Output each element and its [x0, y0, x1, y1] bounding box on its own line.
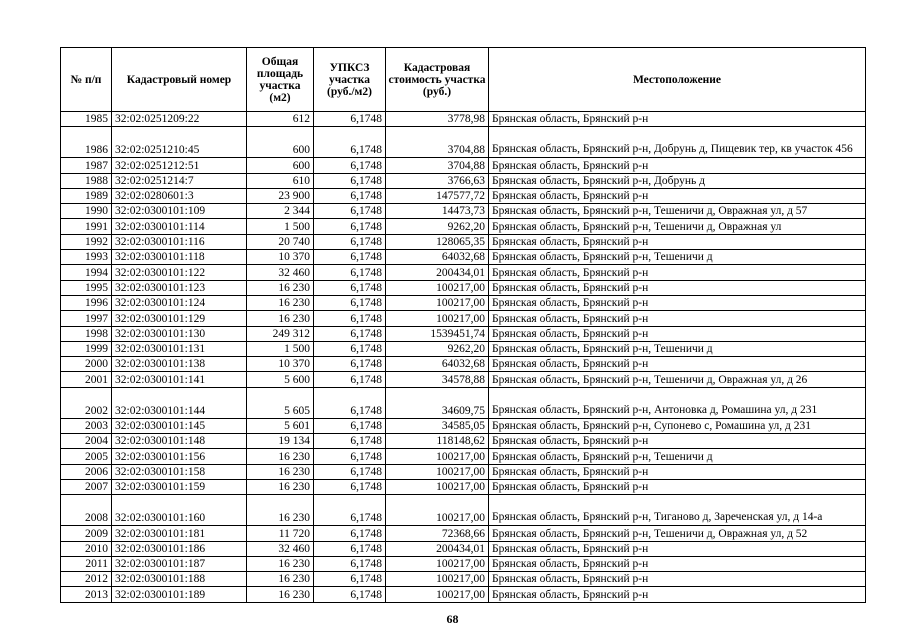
cell-location: Брянская область, Брянский р-н [489, 188, 866, 203]
cell-cadastral-number: 32:02:0300101:189 [112, 587, 247, 602]
cell-cadastral-value: 100217,00 [386, 572, 489, 587]
cell-area: 23 900 [247, 188, 314, 203]
cell-location: Брянская область, Брянский р-н [489, 280, 866, 295]
cell-rate: 6,1748 [314, 556, 386, 571]
cell-rate: 6,1748 [314, 541, 386, 556]
table-row [61, 326, 866, 341]
cell-num: 1994 [61, 265, 112, 280]
cell-cadastral-number: 32:02:0300101:186 [112, 541, 247, 556]
cell-cadastral-number: 32:02:0300101:144 [112, 387, 247, 418]
header-area: Общая площадь участка (м2) [247, 48, 314, 112]
cell-location: Брянская область, Брянский р-н, Добрунь д, Пищевик тер, кв участок 456 [489, 127, 866, 158]
cell-rate: 6,1748 [314, 464, 386, 479]
cell-cadastral-value: 100217,00 [386, 449, 489, 464]
cell-location: Брянская область, Брянский р-н [489, 572, 866, 587]
cell-cadastral-value: 3704,88 [386, 127, 489, 158]
cell-rate: 6,1748 [314, 112, 386, 127]
cell-cadastral-value: 118148,62 [386, 434, 489, 449]
cell-rate: 6,1748 [314, 372, 386, 387]
cell-location: Брянская область, Брянский р-н [489, 434, 866, 449]
cell-cadastral-number: 32:02:0300101:145 [112, 418, 247, 433]
cell-location: Брянская область, Брянский р-н, Тешеничи д, Овражная ул, д 52 [489, 526, 866, 541]
header-cadastral-value: Кадастровая стоимость участка (руб.) [386, 48, 489, 112]
cell-num: 1989 [61, 188, 112, 203]
cell-cadastral-number: 32:02:0300101:114 [112, 219, 247, 234]
cell-num: 2007 [61, 479, 112, 494]
cell-location: Брянская область, Брянский р-н [489, 265, 866, 280]
cell-rate: 6,1748 [314, 341, 386, 356]
table-row [61, 341, 866, 356]
table-row [61, 541, 866, 556]
cell-cadastral-value: 72368,66 [386, 526, 489, 541]
table-body [61, 112, 866, 603]
cell-area: 10 370 [247, 250, 314, 265]
cell-cadastral-number: 32:02:0300101:160 [112, 495, 247, 526]
table-row [61, 311, 866, 326]
cell-cadastral-number: 32:02:0300101:159 [112, 479, 247, 494]
cell-location: Брянская область, Брянский р-н, Тиганово д, Зареченская ул, д 14-а [489, 495, 866, 526]
cell-cadastral-value: 64032,68 [386, 250, 489, 265]
cell-cadastral-number: 32:02:0300101:156 [112, 449, 247, 464]
cell-cadastral-value: 34578,88 [386, 372, 489, 387]
cell-num: 1990 [61, 204, 112, 219]
table-row [61, 280, 866, 295]
cell-cadastral-number: 32:02:0280601:3 [112, 188, 247, 203]
cell-cadastral-number: 32:02:0300101:116 [112, 234, 247, 249]
cell-area: 16 230 [247, 449, 314, 464]
cell-cadastral-value: 100217,00 [386, 587, 489, 602]
cell-num: 2004 [61, 434, 112, 449]
table-row [61, 372, 866, 387]
cell-location: Брянская область, Брянский р-н [489, 357, 866, 372]
cell-rate: 6,1748 [314, 449, 386, 464]
cell-area: 5 600 [247, 372, 314, 387]
cell-num: 1996 [61, 295, 112, 310]
cell-cadastral-value: 64032,68 [386, 357, 489, 372]
table-row [61, 112, 866, 127]
cell-num: 2008 [61, 495, 112, 526]
table-row [61, 357, 866, 372]
table-row [61, 418, 866, 433]
cell-area: 19 134 [247, 434, 314, 449]
cell-num: 2005 [61, 449, 112, 464]
cell-num: 2006 [61, 464, 112, 479]
cell-location: Брянская область, Брянский р-н, Добрунь д [489, 173, 866, 188]
table-row [61, 556, 866, 571]
cell-num: 2002 [61, 387, 112, 418]
cell-location: Брянская область, Брянский р-н [489, 587, 866, 602]
table-row [61, 449, 866, 464]
cell-num: 2003 [61, 418, 112, 433]
cell-rate: 6,1748 [314, 526, 386, 541]
table-row [61, 479, 866, 494]
table-row [61, 158, 866, 173]
cell-location: Брянская область, Брянский р-н [489, 112, 866, 127]
header-location: Местоположение [489, 48, 866, 112]
table-row [61, 234, 866, 249]
cell-area: 10 370 [247, 357, 314, 372]
cell-cadastral-value: 128065,35 [386, 234, 489, 249]
cell-rate: 6,1748 [314, 479, 386, 494]
cell-rate: 6,1748 [314, 158, 386, 173]
cell-rate: 6,1748 [314, 188, 386, 203]
cell-num: 1988 [61, 173, 112, 188]
cell-cadastral-value: 1539451,74 [386, 326, 489, 341]
cell-area: 32 460 [247, 265, 314, 280]
cell-cadastral-value: 34585,05 [386, 418, 489, 433]
page-number: 68 [446, 612, 459, 626]
cell-location: Брянская область, Брянский р-н [489, 464, 866, 479]
cell-cadastral-value: 100217,00 [386, 556, 489, 571]
cell-area: 1 500 [247, 219, 314, 234]
header-num: № п/п [61, 48, 112, 112]
cell-cadastral-number: 32:02:0251212:51 [112, 158, 247, 173]
cell-area: 32 460 [247, 541, 314, 556]
cell-location: Брянская область, Брянский р-н, Тешеничи д, Овражная ул, д 26 [489, 372, 866, 387]
table-row [61, 387, 866, 418]
cell-num: 1995 [61, 280, 112, 295]
cell-location: Брянская область, Брянский р-н, Тешеничи д [489, 250, 866, 265]
cell-location: Брянская область, Брянский р-н [489, 311, 866, 326]
cell-num: 1986 [61, 127, 112, 158]
cell-area: 610 [247, 173, 314, 188]
cell-area: 16 230 [247, 464, 314, 479]
cell-location: Брянская область, Брянский р-н [489, 234, 866, 249]
cell-cadastral-value: 100217,00 [386, 479, 489, 494]
cell-num: 2009 [61, 526, 112, 541]
cell-rate: 6,1748 [314, 250, 386, 265]
cell-num: 2011 [61, 556, 112, 571]
cell-location: Брянская область, Брянский р-н [489, 326, 866, 341]
cell-rate: 6,1748 [314, 234, 386, 249]
cell-cadastral-number: 32:02:0300101:138 [112, 357, 247, 372]
table-row [61, 188, 866, 203]
cell-cadastral-number: 32:02:0300101:124 [112, 295, 247, 310]
table-row [61, 265, 866, 280]
cell-area: 600 [247, 158, 314, 173]
cell-cadastral-value: 3704,88 [386, 158, 489, 173]
cell-cadastral-number: 32:02:0300101:131 [112, 341, 247, 356]
cell-num: 1991 [61, 219, 112, 234]
cell-cadastral-value: 34609,75 [386, 387, 489, 418]
cell-cadastral-value: 14473,73 [386, 204, 489, 219]
cell-num: 1987 [61, 158, 112, 173]
cell-cadastral-number: 32:02:0300101:130 [112, 326, 247, 341]
cell-area: 16 230 [247, 295, 314, 310]
cell-area: 16 230 [247, 587, 314, 602]
cell-cadastral-value: 100217,00 [386, 311, 489, 326]
cell-cadastral-value: 100217,00 [386, 295, 489, 310]
cell-num: 2010 [61, 541, 112, 556]
cell-area: 600 [247, 127, 314, 158]
cell-location: Брянская область, Брянский р-н, Тешеничи д, Овражная ул, д 57 [489, 204, 866, 219]
cell-area: 16 230 [247, 556, 314, 571]
cell-cadastral-value: 100217,00 [386, 280, 489, 295]
table-row [61, 173, 866, 188]
cell-location: Брянская область, Брянский р-н [489, 541, 866, 556]
cell-num: 2012 [61, 572, 112, 587]
cell-rate: 6,1748 [314, 387, 386, 418]
cell-rate: 6,1748 [314, 173, 386, 188]
cell-rate: 6,1748 [314, 127, 386, 158]
cell-cadastral-number: 32:02:0300101:118 [112, 250, 247, 265]
cell-rate: 6,1748 [314, 280, 386, 295]
cell-cadastral-value: 9262,20 [386, 219, 489, 234]
table-row [61, 250, 866, 265]
cell-location: Брянская область, Брянский р-н [489, 556, 866, 571]
cell-location: Брянская область, Брянский р-н [489, 158, 866, 173]
cell-cadastral-number: 32:02:0300101:181 [112, 526, 247, 541]
cell-area: 16 230 [247, 495, 314, 526]
table-row [61, 587, 866, 602]
cell-cadastral-number: 32:02:0300101:129 [112, 311, 247, 326]
table-row [61, 526, 866, 541]
table-row [61, 127, 866, 158]
cell-num: 2000 [61, 357, 112, 372]
cell-num: 1993 [61, 250, 112, 265]
table-row [61, 572, 866, 587]
cell-cadastral-number: 32:02:0300101:123 [112, 280, 247, 295]
cell-area: 1 500 [247, 341, 314, 356]
cell-cadastral-number: 32:02:0300101:109 [112, 204, 247, 219]
cell-cadastral-number: 32:02:0300101:188 [112, 572, 247, 587]
cell-location: Брянская область, Брянский р-н, Антоновка д, Ромашина ул, д 231 [489, 387, 866, 418]
cell-location: Брянская область, Брянский р-н [489, 295, 866, 310]
header-rate: УПКСЗ участка (руб./м2) [314, 48, 386, 112]
cell-rate: 6,1748 [314, 587, 386, 602]
cell-cadastral-value: 100217,00 [386, 464, 489, 479]
cell-area: 249 312 [247, 326, 314, 341]
cell-rate: 6,1748 [314, 204, 386, 219]
table-row [61, 495, 866, 526]
cell-num: 2001 [61, 372, 112, 387]
cell-location: Брянская область, Брянский р-н [489, 479, 866, 494]
cell-cadastral-value: 3766,63 [386, 173, 489, 188]
cell-rate: 6,1748 [314, 295, 386, 310]
cell-num: 1992 [61, 234, 112, 249]
table-row [61, 434, 866, 449]
cell-area: 16 230 [247, 311, 314, 326]
table-row [61, 464, 866, 479]
table-header-row [61, 48, 866, 112]
cell-cadastral-number: 32:02:0300101:158 [112, 464, 247, 479]
cell-cadastral-number: 32:02:0300101:148 [112, 434, 247, 449]
table-row [61, 204, 866, 219]
cadastral-value-table [60, 47, 866, 603]
cell-cadastral-value: 200434,01 [386, 541, 489, 556]
cell-num: 1998 [61, 326, 112, 341]
cell-area: 612 [247, 112, 314, 127]
cell-rate: 6,1748 [314, 495, 386, 526]
cell-cadastral-value: 3778,98 [386, 112, 489, 127]
cell-num: 1997 [61, 311, 112, 326]
cell-area: 11 720 [247, 526, 314, 541]
table-row [61, 219, 866, 234]
cell-location: Брянская область, Брянский р-н, Тешеничи д [489, 341, 866, 356]
cell-rate: 6,1748 [314, 572, 386, 587]
cell-cadastral-number: 32:02:0251209:22 [112, 112, 247, 127]
cell-cadastral-value: 200434,01 [386, 265, 489, 280]
cell-rate: 6,1748 [314, 418, 386, 433]
cell-area: 16 230 [247, 280, 314, 295]
cell-cadastral-number: 32:02:0300101:141 [112, 372, 247, 387]
header-cadastral-number: Кадастровый номер [112, 48, 247, 112]
cell-num: 1985 [61, 112, 112, 127]
cell-num: 2013 [61, 587, 112, 602]
cell-cadastral-number: 32:02:0251214:7 [112, 173, 247, 188]
cell-location: Брянская область, Брянский р-н, Супонево с, Ромашина ул, д 231 [489, 418, 866, 433]
cell-rate: 6,1748 [314, 265, 386, 280]
cell-rate: 6,1748 [314, 357, 386, 372]
cell-area: 20 740 [247, 234, 314, 249]
cell-area: 16 230 [247, 479, 314, 494]
cell-location: Брянская область, Брянский р-н, Тешеничи д [489, 449, 866, 464]
cell-cadastral-number: 32:02:0251210:45 [112, 127, 247, 158]
cell-cadastral-value: 147577,72 [386, 188, 489, 203]
cell-location: Брянская область, Брянский р-н, Тешеничи д, Овражная ул [489, 219, 866, 234]
cell-area: 5 605 [247, 387, 314, 418]
table-row [61, 295, 866, 310]
cell-rate: 6,1748 [314, 326, 386, 341]
cell-cadastral-number: 32:02:0300101:187 [112, 556, 247, 571]
cell-cadastral-value: 9262,20 [386, 341, 489, 356]
cell-rate: 6,1748 [314, 311, 386, 326]
cell-cadastral-value: 100217,00 [386, 495, 489, 526]
cell-area: 16 230 [247, 572, 314, 587]
cell-rate: 6,1748 [314, 434, 386, 449]
cell-num: 1999 [61, 341, 112, 356]
cell-area: 2 344 [247, 204, 314, 219]
cell-rate: 6,1748 [314, 219, 386, 234]
cell-area: 5 601 [247, 418, 314, 433]
cell-cadastral-number: 32:02:0300101:122 [112, 265, 247, 280]
